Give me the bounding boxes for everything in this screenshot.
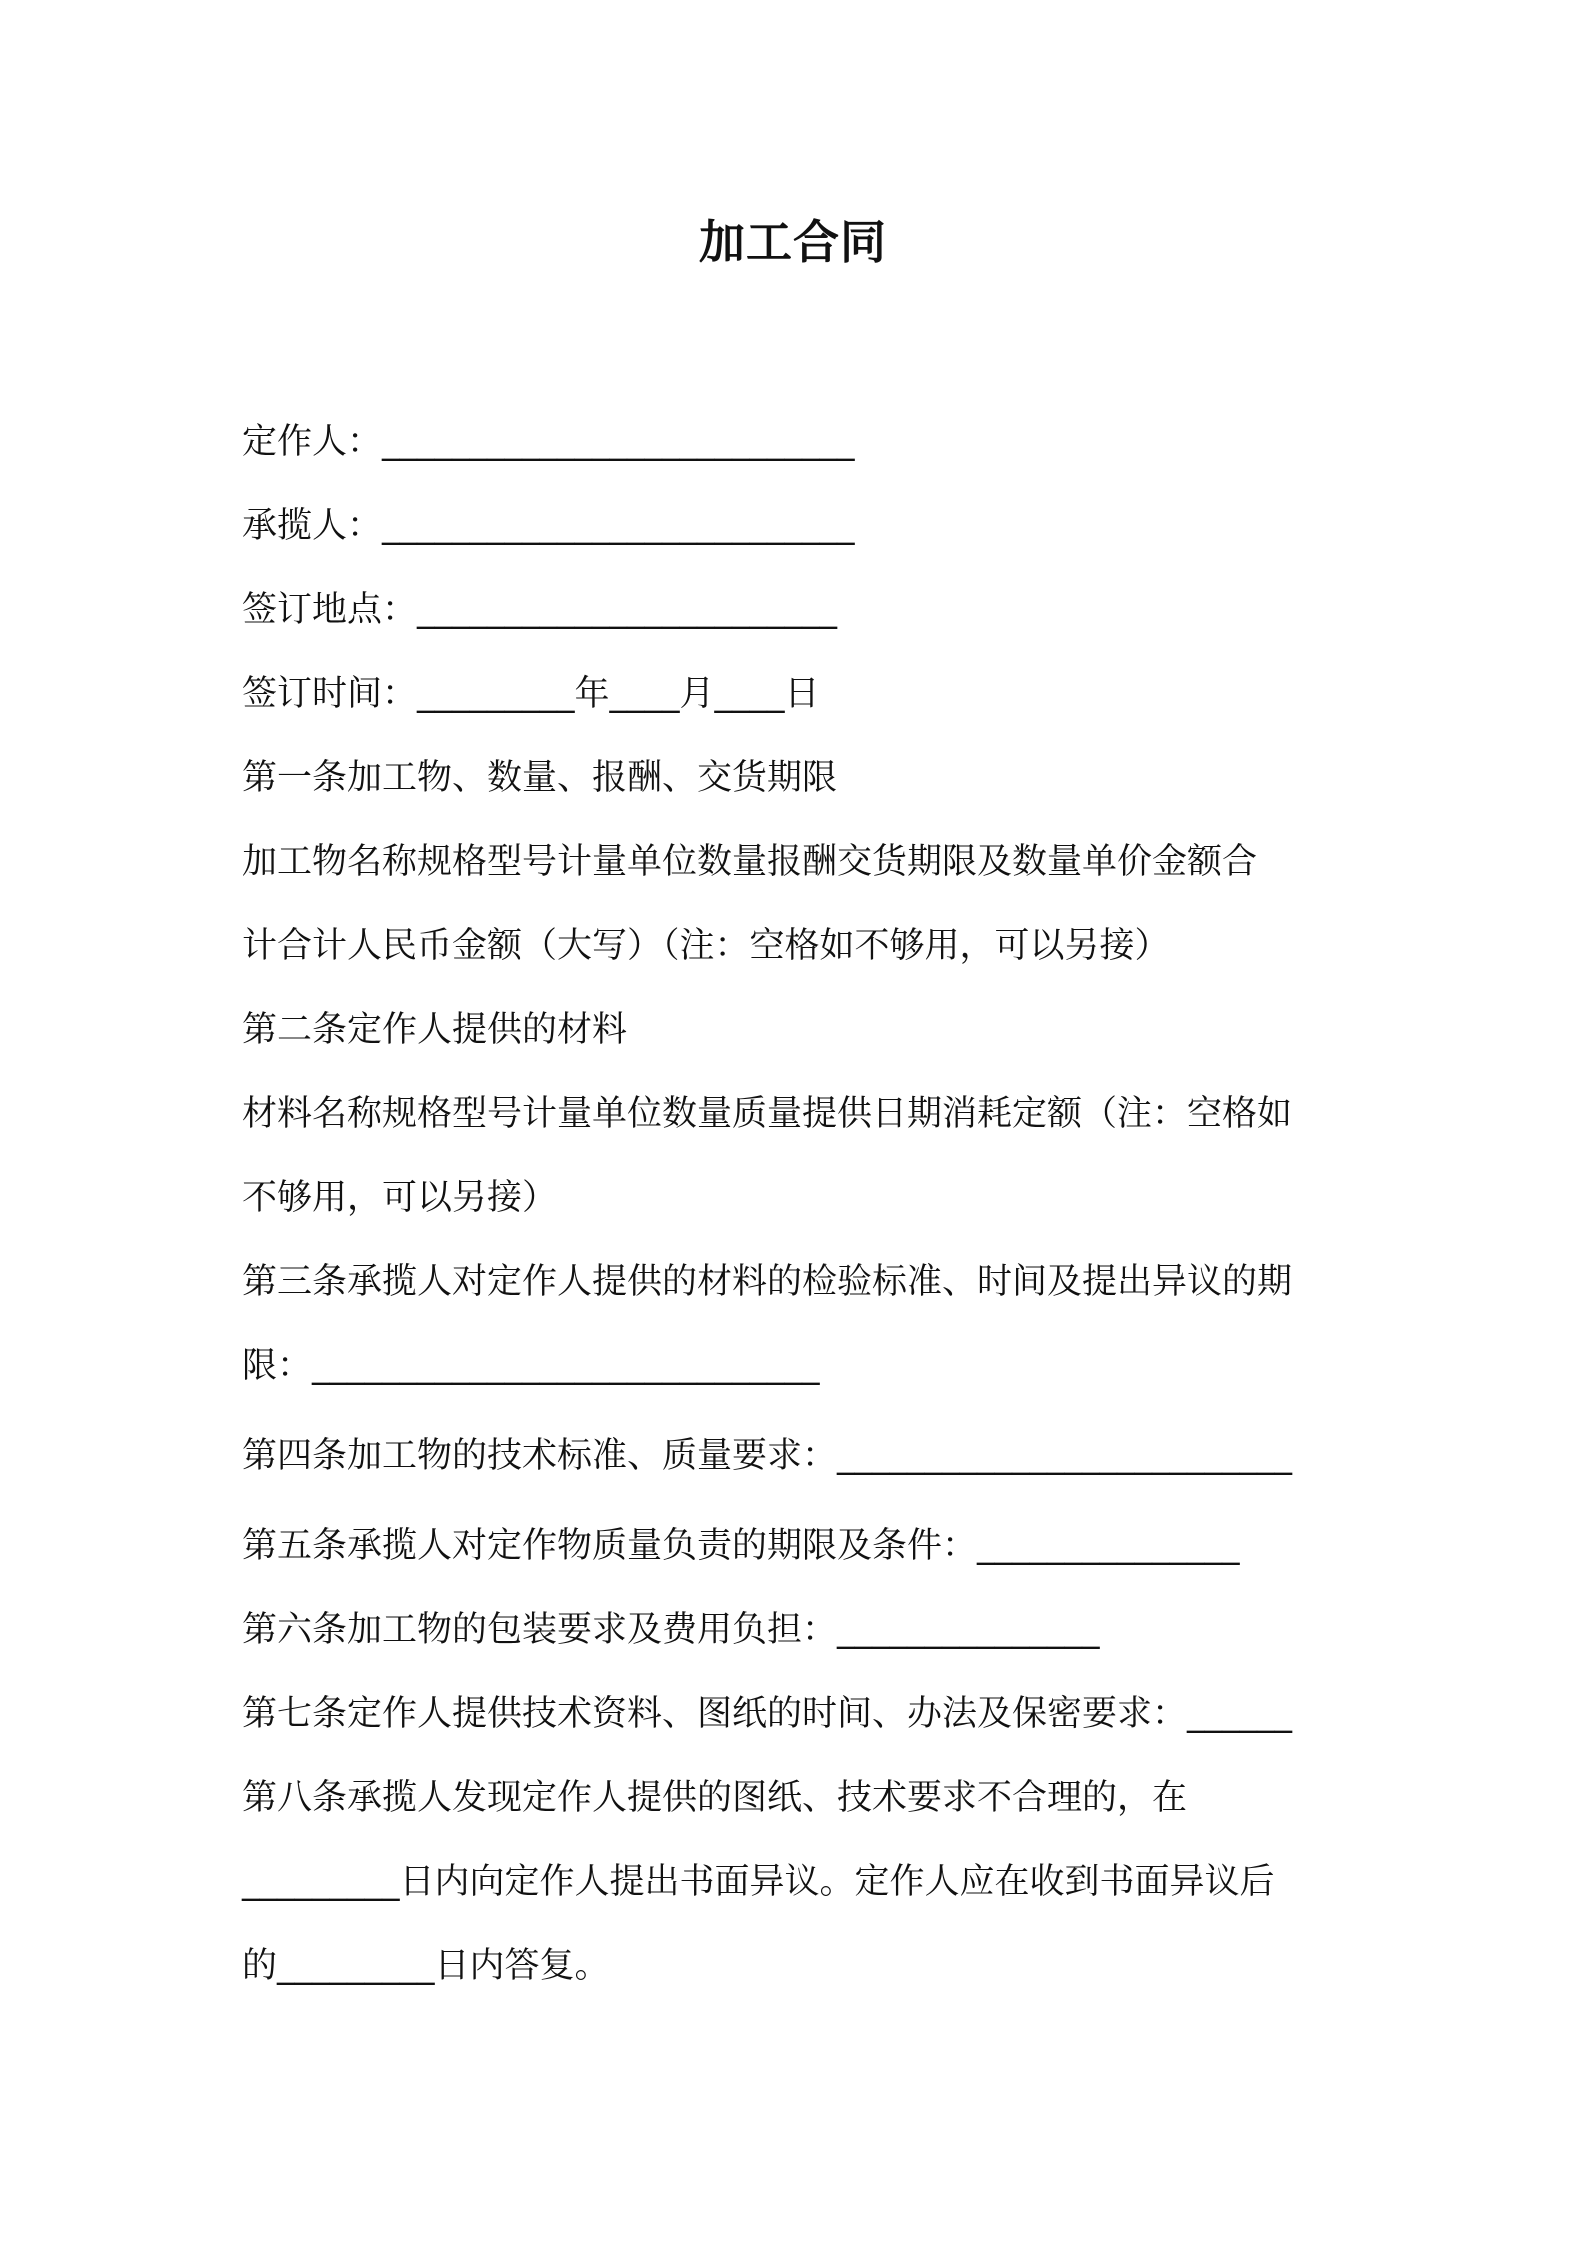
article-8-text-c: 的_________日内答复。 bbox=[242, 1946, 610, 1986]
article-8-text-b: _________日内向定作人提出书面异议。定作人应在收到书面异议后 bbox=[242, 1862, 1275, 1902]
article-3-text-b: 限：_____________________________ bbox=[242, 1346, 820, 1386]
article-1-heading: 第一条加工物、数量、报酬、交货期限 bbox=[242, 758, 838, 798]
document-title: 加工合同 bbox=[699, 215, 887, 269]
article-4-text: 第四条加工物的技术标准、质量要求：__________________________ bbox=[242, 1436, 1293, 1476]
line-signing-place: 签订地点：________________________ bbox=[242, 590, 838, 630]
article-1-text-b: 计合计人民币金额（大写）（注：空格如不够用，可以另接） bbox=[242, 926, 1170, 966]
article-8-text-a: 第八条承揽人发现定作人提供的图纸、技术要求不合理的，在 bbox=[242, 1778, 1188, 1818]
line-party-b: 承揽人：___________________________ bbox=[242, 506, 855, 546]
article-2-text-b: 不够用，可以另接） bbox=[242, 1178, 558, 1218]
article-2-text-a: 材料名称规格型号计量单位数量质量提供日期消耗定额（注：空格如 bbox=[242, 1094, 1293, 1134]
article-5-text: 第五条承揽人对定作物质量负责的期限及条件：_______________ bbox=[242, 1526, 1240, 1566]
article-6-text: 第六条加工物的包装要求及费用负担：_______________ bbox=[242, 1610, 1100, 1650]
line-party-a: 定作人：___________________________ bbox=[242, 422, 855, 462]
article-3-text-a: 第三条承揽人对定作人提供的材料的检验标准、时间及提出异议的期 bbox=[242, 1262, 1293, 1302]
article-1-text-a: 加工物名称规格型号计量单位数量报酬交货期限及数量单价金额合 bbox=[242, 842, 1258, 882]
line-signing-date: 签订时间：_________年____月____日 bbox=[242, 674, 820, 714]
article-7-text: 第七条定作人提供技术资料、图纸的时间、办法及保密要求：______ bbox=[242, 1694, 1293, 1734]
document-body bbox=[242, 400, 1367, 2008]
article-2-heading: 第二条定作人提供的材料 bbox=[242, 1010, 628, 1050]
